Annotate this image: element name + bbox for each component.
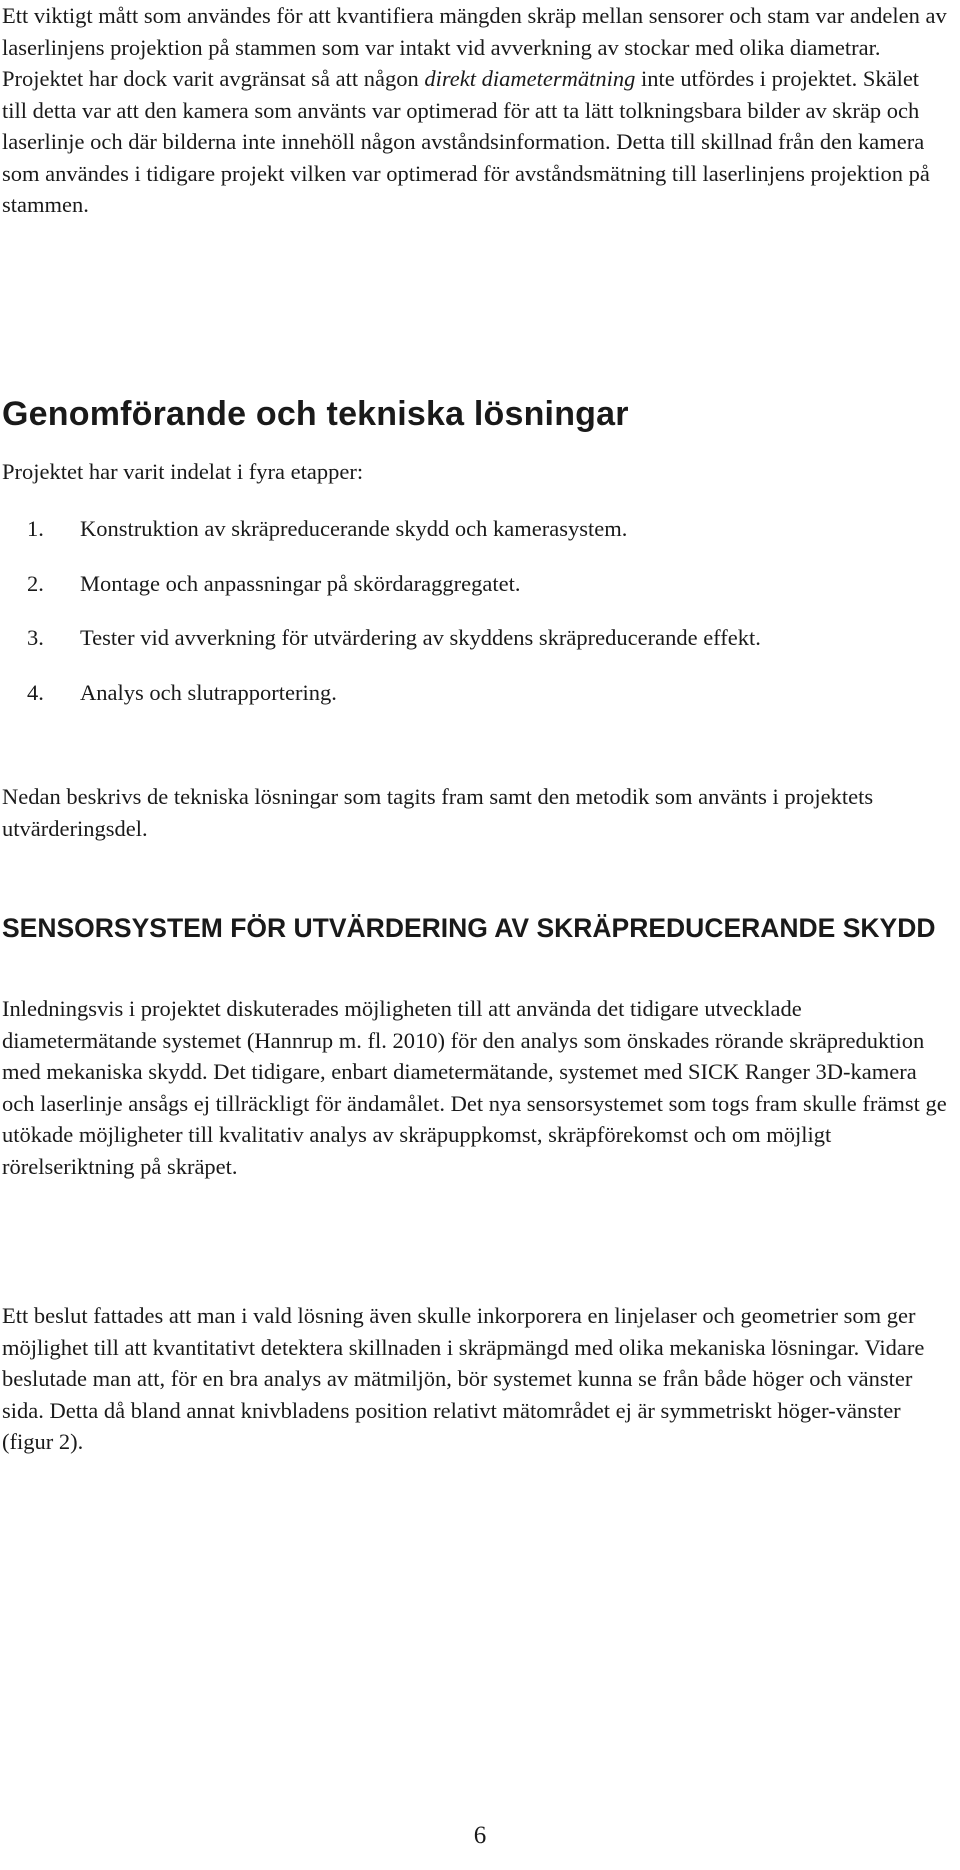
stages-intro-paragraph: Projektet har varit indelat i fyra etapper: — [2, 459, 364, 484]
subsection-heading: SENSORSYSTEM FÖR UTVÄRDERING AV SKRÄPREDUCERANDE SKYDD — [2, 913, 936, 943]
sensor-system-paragraph: Inledningsvis i projektet diskuterades möjligheten till att använda det tidigare utvecklade diametermätande systemet (Hannrup m. fl. 2010) för den analys som önskades rörande skräpreduktion med mekaniska skydd. Det tidigare, enbart diametermätande, systemet med SICK Ranger 3D-kamera och laserlinje ansågs ej tillräckligt för ändamålet. Det nya sensorsystemet som togs fram skulle främst ge utökade möjligheter till kvalitativ analys av skräpuppkomst, skräpförekomst och om möjligt rörelseriktning på skräpet. — [2, 996, 947, 1179]
intro-text-end: inte utfördes i projektet. Skälet till detta var att den kamera som använts var optimerad för att ta lätt tolkningsbara bilder av skräp och laserlinje och där bilderna inte innehöll någon avståndsinformation. Detta till skillnad från den kamera som användes i tidigare projekt vilken var optimerad för avståndsmätning till laserlinjens projektion på stammen. — [2, 66, 930, 217]
list-item — [2, 677, 947, 709]
section-heading: Genomförande och tekniska lösningar — [2, 395, 629, 433]
stages-list — [2, 513, 947, 708]
list-item — [2, 568, 947, 600]
list-item-text: Montage och anpassningar på skördaraggregatet. — [80, 570, 521, 596]
list-item-number: 3. — [27, 625, 44, 650]
list-item-text: Analys och slutrapportering. — [80, 679, 337, 705]
intro-text-start: Ett viktigt mått som användes för att kvantifiera mängden skräp mellan sensorer och stam var andelen av laserlinjens projektion på stammen som var intakt vid avverkning av stockar med olika diametrar. Projektet har dock varit avgränsat så att någon — [2, 3, 947, 91]
list-item-number: 2. — [27, 570, 44, 596]
list-item — [2, 513, 947, 545]
page-number: 6 — [473, 1822, 487, 1849]
list-item — [2, 622, 947, 654]
list-item-number: 4. — [27, 679, 44, 705]
list-item-text: Tester vid avverkning för utvärdering av skyddens skräpreducerande effekt. — [80, 625, 761, 650]
methods-intro-paragraph: Nedan beskrivs de tekniska lösningar som tagits fram samt den metodik som använts i projektets utvärderingsdel. — [2, 784, 874, 841]
intro-italic-term: direkt diametermätning — [424, 66, 636, 91]
list-item-number: 1. — [27, 516, 44, 541]
decision-paragraph: Ett beslut fattades att man i vald lösning även skulle inkorporera en linjelaser och geometrier som ger möjlighet till att kvantitativt detektera skillnaden i skräpmängd med olika mekaniska lösningar. Vidare beslutade man att, för en bra analys av mätmiljön, bör systemet kunna se från både höger och vänster sida. Detta då bland annat knivbladens position relativt mätområdet ej är symmetriskt höger-vänster (figur 2). — [2, 1303, 925, 1454]
list-item-text: Konstruktion av skräpreducerande skydd och kamerasystem. — [80, 516, 628, 541]
intro-paragraph — [2, 0, 947, 221]
